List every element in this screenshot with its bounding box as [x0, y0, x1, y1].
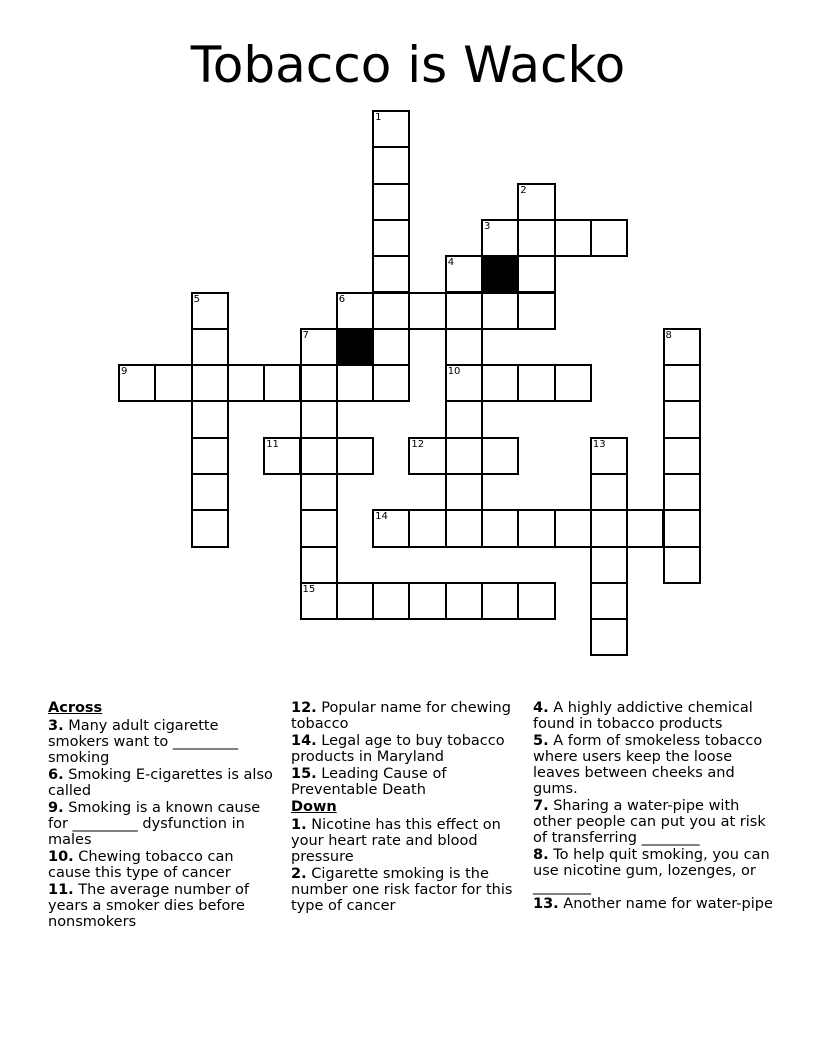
clue-number: 12 — [411, 438, 425, 450]
grid-cell[interactable] — [191, 509, 229, 547]
clue-item-number: 3. — [48, 718, 64, 734]
grid-cell[interactable] — [445, 292, 483, 330]
clue-heading: Across — [48, 700, 103, 716]
grid-cell[interactable] — [481, 437, 519, 475]
clue-item-text: A form of smokeless tobacco where users keep the loose leaves between cheeks and gums. — [533, 733, 763, 797]
clue-column-2 — [291, 700, 521, 915]
clue-number: 6 — [338, 293, 346, 305]
grid-cell[interactable] — [663, 473, 701, 511]
clue-number: 5 — [193, 293, 200, 305]
clue-item-text: Many adult cigarette smokers want to _________ smoking — [48, 718, 239, 766]
grid-cell[interactable] — [336, 582, 374, 620]
grid-cell[interactable] — [154, 364, 192, 402]
clue-item-number: 7. — [533, 798, 549, 814]
clue-item-text: Nicotine has this effect on your heart rate and blood pressure — [291, 817, 501, 865]
clue-item-number: 11. — [48, 882, 74, 898]
clue-item — [291, 766, 521, 798]
clue-number: 10 — [447, 366, 461, 378]
grid-cell[interactable] — [663, 509, 701, 547]
clue-item — [533, 798, 773, 846]
grid-cell[interactable] — [663, 546, 701, 584]
grid-cell[interactable] — [191, 364, 229, 402]
grid-cell[interactable] — [517, 582, 555, 620]
clue-item-number: 1. — [291, 817, 307, 833]
clue-number: 7 — [302, 329, 309, 341]
grid-cell[interactable] — [372, 328, 410, 366]
clue-item — [533, 733, 773, 797]
grid-cell[interactable] — [300, 328, 338, 366]
grid-cell[interactable] — [554, 219, 592, 257]
clue-number: 4 — [447, 257, 455, 269]
grid-cell[interactable] — [517, 292, 555, 330]
clue-item-text: To help quit smoking, you can use nicotine gum, lozenges, or ________ — [533, 847, 770, 895]
grid-cell[interactable] — [517, 183, 555, 221]
clue-item-text: A highly addictive chemical found in tobacco products — [533, 700, 753, 732]
grid-cell[interactable] — [554, 509, 592, 547]
grid-cell[interactable] — [372, 110, 410, 148]
grid-cell[interactable] — [372, 219, 410, 257]
grid-cell[interactable] — [408, 437, 446, 475]
clue-number: 2 — [520, 184, 527, 196]
grid-cell[interactable] — [191, 437, 229, 475]
grid-cell[interactable] — [300, 582, 338, 620]
grid-cell[interactable] — [408, 292, 446, 330]
grid-cell[interactable] — [590, 437, 628, 475]
clue-item-number: 15. — [291, 766, 317, 782]
grid-cell[interactable] — [554, 364, 592, 402]
grid-cell[interactable] — [481, 219, 519, 257]
grid-cell[interactable] — [336, 364, 374, 402]
clue-item — [533, 896, 773, 912]
clue-item — [48, 800, 273, 848]
clue-item-text: Leading Cause of Preventable Death — [291, 766, 447, 798]
clue-item — [48, 718, 273, 766]
grid-cell[interactable] — [445, 473, 483, 511]
clue-item — [48, 849, 273, 881]
grid-cell[interactable] — [481, 292, 519, 330]
grid-cell[interactable] — [590, 582, 628, 620]
black-square — [481, 255, 519, 293]
grid-cell[interactable] — [663, 364, 701, 402]
grid-cell[interactable] — [300, 400, 338, 438]
grid-cell[interactable] — [626, 509, 664, 547]
grid-cell[interactable] — [445, 364, 483, 402]
clue-item-text: Sharing a water-pipe with other people can put you at risk of transferring ________ — [533, 798, 766, 846]
grid-cell[interactable] — [590, 618, 628, 656]
grid-cell[interactable] — [191, 292, 229, 330]
clue-item-text: Chewing tobacco can cause this type of cancer — [48, 849, 234, 881]
clue-item — [291, 817, 521, 865]
clue-item-number: 9. — [48, 800, 64, 816]
grid-cell[interactable] — [517, 255, 555, 293]
grid-cell[interactable] — [445, 255, 483, 293]
grid-cell[interactable] — [408, 582, 446, 620]
grid-cell[interactable] — [300, 437, 338, 475]
grid-cell[interactable] — [663, 328, 701, 366]
clue-number: 1 — [375, 112, 382, 123]
clue-item-number: 2. — [291, 866, 307, 882]
clue-item-number: 4. — [533, 700, 549, 716]
grid-cell[interactable] — [445, 437, 483, 475]
grid-cell[interactable] — [663, 437, 701, 475]
clue-item-text: Smoking E-cigarettes is also called — [48, 767, 273, 799]
clue-item-number: 5. — [533, 733, 549, 749]
grid-cell[interactable] — [300, 364, 338, 402]
grid-cell[interactable] — [372, 255, 410, 293]
clue-column-1 — [48, 700, 273, 931]
clue-number: 9 — [121, 366, 128, 378]
grid-cell[interactable] — [263, 437, 301, 475]
grid-cell[interactable] — [372, 183, 410, 221]
grid-cell[interactable] — [372, 292, 410, 330]
grid-cell[interactable] — [517, 364, 555, 402]
grid-cell[interactable] — [408, 509, 446, 547]
grid-cell[interactable] — [372, 509, 410, 547]
clue-item — [291, 700, 521, 732]
clue-item-number: 12. — [291, 700, 317, 716]
grid-cell[interactable] — [372, 146, 410, 184]
clue-item-number: 13. — [533, 896, 559, 912]
clue-item-number: 8. — [533, 847, 549, 863]
grid-cell[interactable] — [263, 364, 301, 402]
clue-number: 11 — [266, 438, 279, 450]
grid-cell[interactable] — [517, 219, 555, 257]
grid-cell[interactable] — [300, 546, 338, 584]
grid-cell[interactable] — [590, 509, 628, 547]
clue-heading: Down — [291, 799, 337, 815]
clue-item-text: Cigarette smoking is the number one risk factor for this type of cancer — [291, 866, 513, 914]
grid-cell[interactable] — [300, 509, 338, 547]
clue-number: 15 — [302, 583, 316, 595]
clue-number: 3 — [484, 220, 491, 232]
clue-item-number: 10. — [48, 849, 74, 865]
grid-cell[interactable] — [481, 364, 519, 402]
clue-item — [533, 700, 773, 732]
clue-item-number: 14. — [291, 733, 317, 749]
grid-cell[interactable] — [191, 473, 229, 511]
grid-cell[interactable] — [118, 364, 156, 402]
grid-cell[interactable] — [481, 582, 519, 620]
clue-item — [48, 767, 273, 799]
clue-item-text: The average number of years a smoker dies before nonsmokers — [48, 882, 250, 930]
clue-column-3 — [533, 700, 773, 913]
grid-cell[interactable] — [372, 582, 410, 620]
clue-item-text: Legal age to buy tobacco products in Maryland — [291, 733, 505, 765]
grid-cell[interactable] — [517, 509, 555, 547]
grid-cell[interactable] — [590, 546, 628, 584]
grid-cell[interactable] — [445, 328, 483, 366]
clue-number: 8 — [665, 329, 672, 341]
grid-cell[interactable] — [300, 473, 338, 511]
clue-item-text: Smoking is a known cause for _________ dysfunction in males — [48, 800, 261, 848]
clue-item-text: Another name for water-pipe — [563, 896, 773, 912]
clue-item-number: 6. — [48, 767, 64, 783]
grid-cell[interactable] — [590, 219, 628, 257]
grid-cell[interactable] — [227, 364, 265, 402]
grid-cell[interactable] — [336, 292, 374, 330]
grid-cell[interactable] — [663, 400, 701, 438]
grid-cell[interactable] — [191, 400, 229, 438]
grid-cell[interactable] — [336, 437, 374, 475]
grid-cell[interactable] — [590, 473, 628, 511]
clue-number: 14 — [375, 511, 388, 523]
clue-item — [48, 882, 273, 930]
grid-cell[interactable] — [445, 400, 483, 438]
clue-number: 13 — [592, 438, 606, 450]
grid-cell[interactable] — [445, 509, 483, 547]
clue-item-text: Popular name for chewing tobacco — [291, 700, 511, 732]
clue-item — [291, 866, 521, 914]
clue-item — [291, 733, 521, 765]
clue-item — [533, 847, 773, 895]
grid-cell[interactable] — [191, 328, 229, 366]
puzzle-title: Tobacco is Wacko — [190, 36, 626, 94]
grid-cell[interactable] — [372, 364, 410, 402]
black-square — [336, 328, 374, 366]
grid-cell[interactable] — [481, 509, 519, 547]
grid-cell[interactable] — [445, 582, 483, 620]
